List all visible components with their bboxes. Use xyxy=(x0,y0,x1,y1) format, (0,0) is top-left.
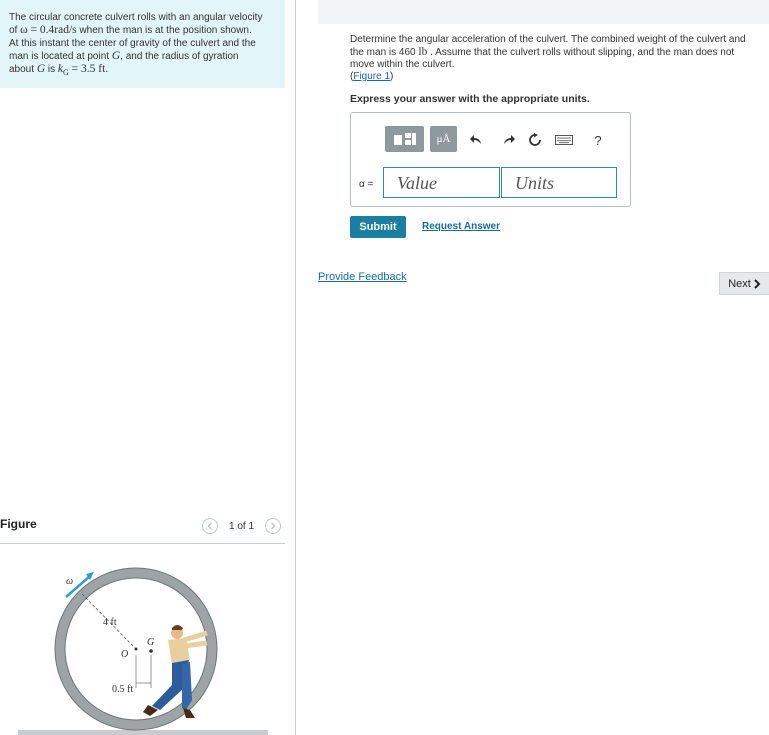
keyboard-icon[interactable] xyxy=(555,133,573,147)
reset-icon[interactable] xyxy=(528,133,542,147)
templates-icon xyxy=(392,131,418,147)
prev-figure-button[interactable] xyxy=(202,518,218,534)
help-icon[interactable]: ? xyxy=(594,132,602,148)
figure-divider xyxy=(0,543,285,544)
label-4ft: 4 ft xyxy=(103,617,117,628)
alpha-label: α = xyxy=(359,179,374,190)
units-input[interactable]: Units xyxy=(501,167,617,198)
units-button[interactable] xyxy=(430,126,457,152)
next-label: Next xyxy=(728,277,751,290)
question-line-1: Determine the angular acceleration of the culvert. The combined weight of the culvert and xyxy=(350,34,746,45)
panel-divider xyxy=(295,0,296,735)
omega-label: ω xyxy=(66,576,74,587)
provide-feedback-link[interactable]: Provide Feedback xyxy=(318,271,407,283)
figure-title: Figure xyxy=(0,517,37,531)
point-O xyxy=(135,648,138,651)
submit-button[interactable]: Submit xyxy=(350,216,406,238)
templates-button[interactable] xyxy=(385,126,424,152)
label-05ft: 0.5 ft xyxy=(112,684,134,695)
part-header-bar xyxy=(318,0,769,24)
next-figure-button[interactable] xyxy=(265,518,281,534)
math-toolbar xyxy=(385,126,625,154)
point-G xyxy=(149,649,153,653)
question-text xyxy=(350,34,765,83)
problem-statement xyxy=(0,0,285,88)
label-G: G xyxy=(147,637,155,648)
next-button[interactable] xyxy=(719,272,769,295)
units-icon: μÅ xyxy=(436,133,451,145)
question-line-3: move within the culvert. xyxy=(350,59,455,70)
chevron-left-icon xyxy=(207,522,213,530)
undo-icon[interactable] xyxy=(469,133,483,147)
value-input[interactable]: Value xyxy=(383,167,500,198)
chevron-right-icon xyxy=(754,279,761,289)
redo-icon[interactable] xyxy=(501,133,515,147)
request-answer-link[interactable]: Request Answer xyxy=(422,221,500,232)
problem-line-3: At this instant the center of gravity of the culvert and the xyxy=(9,38,256,49)
answer-box xyxy=(350,112,631,207)
figure-pager xyxy=(202,518,286,536)
label-O: O xyxy=(121,649,129,660)
problem-line-2: of ω = 0.4rad/s when the man is at the position shown. xyxy=(9,24,252,36)
problem-line-5: about G is $k_G = 3.5$ ft. xyxy=(9,63,109,77)
ground xyxy=(18,730,268,735)
express-instruction: Express your answer with the appropriate units. xyxy=(350,93,590,105)
chevron-right-icon xyxy=(270,522,276,530)
pager-text: 1 of 1 xyxy=(229,521,255,532)
figure-link[interactable]: Figure 1 xyxy=(353,71,391,82)
figure-link-line: (Figure 1) xyxy=(350,71,394,82)
question-line-2: the man is 460 lb . Assume that the culvert rolls without slipping, and the man does not xyxy=(350,46,735,58)
problem-line-4: man is located at point G, and the radius of gyration xyxy=(9,50,239,62)
culvert-figure xyxy=(0,560,285,735)
problem-line-1: The circular concrete culvert rolls with an angular velocity xyxy=(9,12,263,23)
